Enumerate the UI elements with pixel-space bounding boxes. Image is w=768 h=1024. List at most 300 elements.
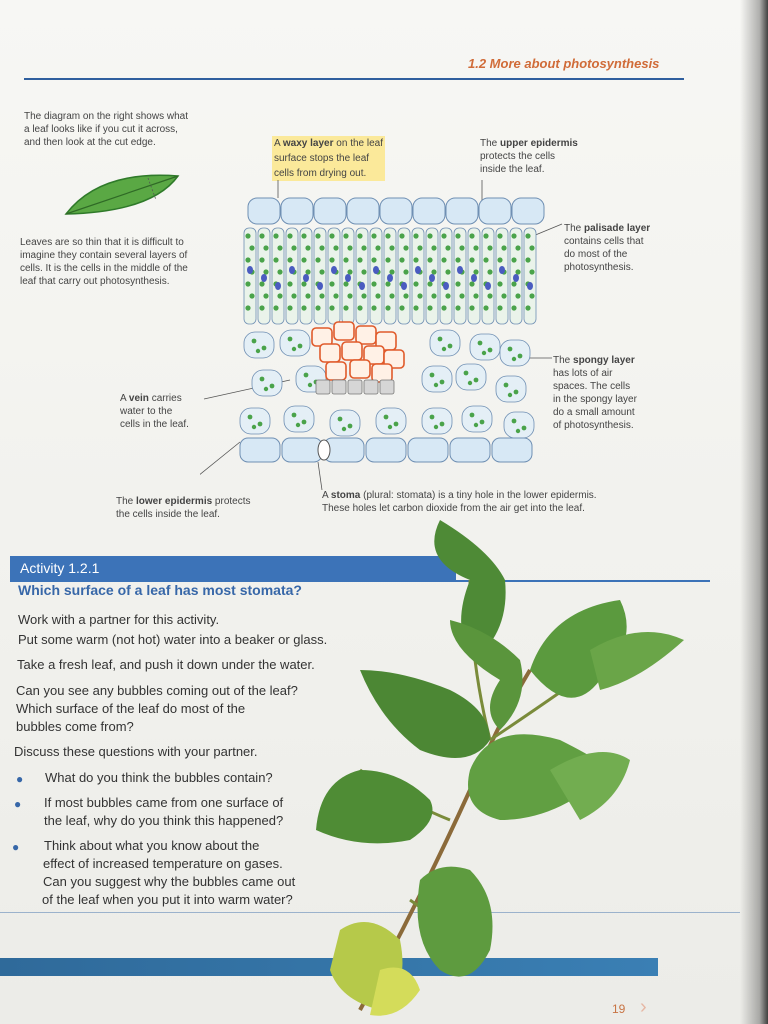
spongy-cell <box>430 330 460 356</box>
chloroplast <box>487 293 492 298</box>
chloroplast <box>287 233 292 238</box>
vein-cells <box>312 322 404 394</box>
chloroplast <box>287 281 292 286</box>
chloroplast <box>287 305 292 310</box>
nucleus <box>331 266 337 274</box>
chloroplast <box>511 281 516 286</box>
label-text: A <box>322 490 331 501</box>
chloroplast <box>482 351 486 355</box>
nucleus <box>485 282 491 290</box>
label-text: contains cells that <box>564 236 644 247</box>
chloroplast <box>333 245 338 250</box>
chloroplast <box>245 257 250 262</box>
chloroplast <box>264 387 268 391</box>
bullet-text: Can you suggest why the bubbles came out <box>43 874 296 889</box>
chloroplast <box>455 305 460 310</box>
intro-line: The diagram on the right shows what <box>24 111 188 122</box>
chloroplast <box>263 293 268 298</box>
chloroplast <box>259 233 264 238</box>
chloroplast <box>245 233 250 238</box>
bullet-text: If most bubbles came from one surface of <box>44 795 284 810</box>
chloroplast <box>511 305 516 310</box>
chloroplast <box>389 269 394 274</box>
lower-epidermis-cells <box>240 438 532 462</box>
chloroplast <box>529 293 534 298</box>
chloroplast <box>459 245 464 250</box>
label-text: has lots of air <box>553 368 613 379</box>
chloroplast <box>245 281 250 286</box>
label-vein <box>120 392 189 431</box>
nucleus <box>289 266 295 274</box>
chloroplast <box>343 257 348 262</box>
spongy-cell <box>500 340 530 366</box>
chloroplast <box>473 245 478 250</box>
intro-line: cells. It is the cells in the middle of the <box>20 263 188 274</box>
spongy-cell <box>422 366 452 392</box>
chloroplast <box>441 257 446 262</box>
xylem-cell <box>380 380 394 394</box>
bullet-text: the leaf, why do you think this happened? <box>44 813 284 828</box>
label-text: of photosynthesis. <box>553 420 634 431</box>
label-term: spongy layer <box>573 355 635 366</box>
chloroplast <box>319 293 324 298</box>
chloroplast <box>277 293 282 298</box>
label-text: A <box>274 138 283 149</box>
xylem-cell <box>332 380 346 394</box>
chloroplast <box>248 415 253 420</box>
spongy-cell <box>496 376 526 402</box>
intro-line: a leaf looks like if you cut it across, <box>24 124 178 135</box>
chloroplast <box>371 305 376 310</box>
nucleus <box>429 274 435 282</box>
stoma-opening <box>318 440 330 460</box>
chloroplast <box>338 417 343 422</box>
vein-cell <box>326 362 346 380</box>
label-waxy-layer <box>272 136 385 181</box>
page-edge-shadow <box>740 0 768 1024</box>
chloroplast <box>347 293 352 298</box>
chloroplast <box>296 423 300 427</box>
chloroplast <box>361 269 366 274</box>
chloroplast <box>434 383 438 387</box>
pointer-line <box>318 462 322 490</box>
chloroplast <box>413 281 418 286</box>
lower-epidermis-cell <box>408 438 448 462</box>
lower-epidermis-cell <box>492 438 532 462</box>
plant-photo <box>300 520 700 1024</box>
label-text: do most of the <box>564 249 628 260</box>
chloroplast <box>487 269 492 274</box>
chloroplast <box>273 305 278 310</box>
chloroplast <box>357 305 362 310</box>
lower-epidermis-cell <box>366 438 406 462</box>
spongy-cell <box>504 412 534 438</box>
chloroplast <box>474 378 479 383</box>
chloroplast <box>403 269 408 274</box>
spongy-cell <box>376 408 406 434</box>
nucleus <box>303 274 309 282</box>
label-text: on the leaf <box>333 138 383 149</box>
label-text: surface stops the leaf <box>272 151 385 166</box>
page-number: 19 <box>612 1002 626 1016</box>
xylem-cell <box>364 380 378 394</box>
activity-line: Take a fresh leaf, and push it down under the water. <box>17 657 315 672</box>
lower-epidermis-cell <box>282 438 322 462</box>
chloroplast <box>385 305 390 310</box>
label-term: upper epidermis <box>500 138 578 149</box>
chloroplast <box>469 257 474 262</box>
chloroplast <box>403 293 408 298</box>
chloroplast <box>389 245 394 250</box>
chloroplast <box>270 384 275 389</box>
activity-line: Discuss these questions with your partner. <box>14 744 258 759</box>
activity-label: Activity 1.2.1 <box>10 556 456 580</box>
label-term: vein <box>128 393 149 404</box>
nucleus <box>387 274 393 282</box>
chloroplast <box>417 245 422 250</box>
chloroplast <box>403 245 408 250</box>
spongy-cell <box>252 370 282 396</box>
chloroplast <box>430 373 435 378</box>
chloroplast <box>431 269 436 274</box>
chloroplast <box>448 344 453 349</box>
chloroplast <box>473 269 478 274</box>
chloroplast <box>394 422 399 427</box>
chloroplast <box>291 293 296 298</box>
label-upper-epidermis <box>480 137 578 176</box>
chloroplast <box>259 281 264 286</box>
label-text: These holes let carbon dioxide from the air get into the leaf. <box>322 503 585 514</box>
chloroplast <box>308 383 312 387</box>
chloroplast <box>515 269 520 274</box>
chloroplast <box>249 293 254 298</box>
chloroplast <box>305 293 310 298</box>
page-header-title: 1.2 More about photosynthesis <box>468 56 660 71</box>
chloroplast <box>438 337 443 342</box>
chloroplast <box>371 281 376 286</box>
nucleus <box>499 266 505 274</box>
chloroplast <box>529 269 534 274</box>
chloroplast <box>427 281 432 286</box>
chloroplast <box>256 349 260 353</box>
chloroplast <box>371 233 376 238</box>
chloroplast <box>431 245 436 250</box>
vein-cell <box>342 342 362 360</box>
leaf-illustration <box>60 166 190 226</box>
chloroplast <box>483 233 488 238</box>
nucleus <box>415 266 421 274</box>
chloroplast <box>483 257 488 262</box>
chloroplast <box>501 245 506 250</box>
label-text: in the spongy layer <box>553 394 637 405</box>
label-text: carries <box>148 393 182 404</box>
chloroplast <box>504 383 509 388</box>
chloroplast <box>455 281 460 286</box>
chloroplast <box>262 346 267 351</box>
chloroplast <box>315 305 320 310</box>
nucleus <box>261 274 267 282</box>
chloroplast <box>440 380 445 385</box>
chloroplast <box>413 233 418 238</box>
chloroplast <box>329 257 334 262</box>
nucleus <box>247 266 253 274</box>
chloroplast <box>357 257 362 262</box>
label-text: water to the <box>120 406 173 417</box>
bullet-text: Think about what you know about the <box>44 838 260 853</box>
label-text: photosynthesis. <box>564 262 634 273</box>
activity-line: Put some warm (not hot) water into a beaker or glass. <box>18 632 328 647</box>
spongy-cell <box>462 406 492 432</box>
chloroplast <box>273 233 278 238</box>
chloroplast <box>518 354 523 359</box>
upper-epidermis-cell <box>314 198 346 224</box>
chloroplast <box>259 257 264 262</box>
chloroplast <box>287 257 292 262</box>
bullet-text: effect of increased temperature on gases. <box>43 856 283 871</box>
bullet-dot: ● <box>14 797 22 811</box>
chloroplast <box>468 381 472 385</box>
chloroplast <box>525 257 530 262</box>
next-page-arrow-icon[interactable]: › <box>640 996 647 1018</box>
chloroplast <box>343 233 348 238</box>
chloroplast <box>329 305 334 310</box>
nucleus <box>275 282 281 290</box>
chloroplast <box>375 293 380 298</box>
vein-cell <box>320 344 340 362</box>
label-term: stoma <box>330 490 361 501</box>
chloroplast <box>273 257 278 262</box>
label-text: protects <box>212 496 251 507</box>
label-text: (plural: stomata) is a tiny hole in the lower epidermis. <box>360 490 597 501</box>
chloroplast <box>302 420 307 425</box>
chloroplast <box>413 257 418 262</box>
leaf-cross-section-diagram <box>200 180 580 500</box>
chloroplast <box>514 390 519 395</box>
chloroplast <box>263 269 268 274</box>
spongy-cell <box>284 406 314 432</box>
label-text: The <box>553 355 574 366</box>
intro-diagram-note <box>24 110 188 149</box>
upper-epidermis-cell <box>446 198 478 224</box>
chloroplast <box>342 427 346 431</box>
chloroplast <box>385 233 390 238</box>
chloroplast <box>430 415 435 420</box>
label-term: palisade layer <box>584 223 651 234</box>
chloroplast <box>512 357 516 361</box>
chloroplast <box>385 257 390 262</box>
chloroplast <box>315 233 320 238</box>
xylem-cell <box>316 380 330 394</box>
intro-thin-note <box>20 236 188 288</box>
bullet-dot: ● <box>12 840 20 854</box>
label-text: protects the cells <box>480 151 556 162</box>
chloroplast <box>431 293 436 298</box>
chloroplast <box>511 233 516 238</box>
upper-epidermis-cell <box>248 198 280 224</box>
upper-epidermis-cell <box>347 198 379 224</box>
label-text: The <box>480 138 501 149</box>
nucleus <box>317 282 323 290</box>
chloroplast <box>263 245 268 250</box>
chloroplast <box>399 305 404 310</box>
chloroplast <box>361 245 366 250</box>
bullet-dot: ● <box>16 772 24 786</box>
spongy-cell <box>240 408 270 434</box>
chloroplast <box>333 293 338 298</box>
chloroplast <box>304 373 309 378</box>
label-text: do a small amount <box>553 407 635 418</box>
intro-line: imagine they contain several layers of <box>20 250 188 261</box>
chloroplast <box>260 377 265 382</box>
activity-line: bubbles come from? <box>16 719 134 734</box>
header-divider <box>24 78 684 80</box>
chloroplast <box>343 281 348 286</box>
chloroplast <box>384 415 389 420</box>
chloroplast <box>292 347 296 351</box>
chloroplast <box>375 245 380 250</box>
nucleus <box>359 282 365 290</box>
chloroplast <box>329 281 334 286</box>
chloroplast <box>522 426 527 431</box>
activity-line: Can you see any bubbles coming out of the leaf? <box>16 683 298 698</box>
label-text: The <box>564 223 585 234</box>
nucleus <box>457 266 463 274</box>
nucleus <box>527 282 533 290</box>
spongy-cell <box>470 334 500 360</box>
upper-epidermis-cell <box>512 198 544 224</box>
chloroplast <box>252 339 257 344</box>
chloroplast <box>497 281 502 286</box>
chloroplast <box>525 233 530 238</box>
chloroplast <box>427 233 432 238</box>
chloroplast <box>445 269 450 274</box>
chloroplast <box>277 269 282 274</box>
chloroplast <box>277 245 282 250</box>
chloroplast <box>427 257 432 262</box>
upper-epidermis-cell <box>413 198 445 224</box>
chloroplast <box>288 337 293 342</box>
chloroplast <box>497 305 502 310</box>
chloroplast <box>470 413 475 418</box>
chloroplast <box>459 293 464 298</box>
chloroplast <box>442 347 446 351</box>
chloroplast <box>497 233 502 238</box>
chloroplast <box>508 393 512 397</box>
palisade-cells <box>244 228 536 324</box>
chloroplast <box>319 269 324 274</box>
nucleus <box>471 274 477 282</box>
chloroplast <box>343 305 348 310</box>
activity-title: Which surface of a leaf has most stomata? <box>18 582 302 598</box>
nucleus <box>345 274 351 282</box>
chloroplast <box>480 420 485 425</box>
pointer-line <box>200 442 240 476</box>
chloroplast <box>413 305 418 310</box>
chloroplast <box>301 257 306 262</box>
intro-line: leaf that carry out photosynthesis. <box>20 276 170 287</box>
upper-epidermis-cell <box>479 198 511 224</box>
vein-cell <box>350 360 370 378</box>
chloroplast <box>347 245 352 250</box>
label-term: lower epidermis <box>136 496 213 507</box>
chloroplast <box>512 419 517 424</box>
chloroplast <box>464 371 469 376</box>
spongy-cell <box>330 410 360 436</box>
label-text: cells in the leaf. <box>120 419 189 430</box>
chloroplast <box>301 305 306 310</box>
nucleus <box>401 282 407 290</box>
chloroplast <box>497 257 502 262</box>
chloroplast <box>474 423 478 427</box>
upper-epidermis-cell <box>380 198 412 224</box>
activity-line: Which surface of the leaf do most of the <box>16 701 246 716</box>
chloroplast <box>301 233 306 238</box>
chloroplast <box>291 245 296 250</box>
chloroplast <box>441 305 446 310</box>
chloroplast <box>301 281 306 286</box>
label-text: cells from drying out. <box>272 166 385 181</box>
label-text: A <box>120 393 129 404</box>
intro-line: Leaves are so thin that it is difficult to <box>20 237 184 248</box>
label-text: The <box>116 496 137 507</box>
label-term: waxy layer <box>282 138 334 149</box>
chloroplast <box>483 305 488 310</box>
chloroplast <box>427 305 432 310</box>
chloroplast <box>455 257 460 262</box>
chloroplast <box>298 344 303 349</box>
vein-cell <box>334 322 354 340</box>
label-text: the cells inside the leaf. <box>116 509 220 520</box>
chloroplast <box>252 425 256 429</box>
bullet-text: What do you think the bubbles contain? <box>45 770 273 785</box>
spongy-cell <box>456 364 486 390</box>
nucleus <box>443 282 449 290</box>
chloroplast <box>441 233 446 238</box>
chloroplast <box>501 293 506 298</box>
chloroplast <box>388 425 392 429</box>
chloroplast <box>478 341 483 346</box>
chloroplast <box>434 425 438 429</box>
bullet-text: of the leaf when you put it into warm water? <box>42 892 293 907</box>
nucleus <box>513 274 519 282</box>
upper-epidermis-cell <box>281 198 313 224</box>
chloroplast <box>319 245 324 250</box>
chloroplast <box>305 269 310 274</box>
chloroplast <box>249 245 254 250</box>
chloroplast <box>315 257 320 262</box>
chloroplast <box>445 293 450 298</box>
chloroplast <box>329 233 334 238</box>
chloroplast <box>357 233 362 238</box>
lower-epidermis-cell <box>450 438 490 462</box>
chloroplast <box>487 245 492 250</box>
chloroplast <box>399 257 404 262</box>
chloroplast <box>347 269 352 274</box>
chloroplast <box>511 257 516 262</box>
upper-epidermis-cells <box>248 198 544 224</box>
xylem-cell <box>348 380 362 394</box>
spongy-cell <box>422 408 452 434</box>
chloroplast <box>417 293 422 298</box>
pointer-line <box>533 224 562 236</box>
chloroplast <box>455 233 460 238</box>
chloroplast <box>488 348 493 353</box>
chloroplast <box>389 293 394 298</box>
chloroplast <box>258 422 263 427</box>
chloroplast <box>508 347 513 352</box>
chloroplast <box>469 305 474 310</box>
chloroplast <box>305 245 310 250</box>
